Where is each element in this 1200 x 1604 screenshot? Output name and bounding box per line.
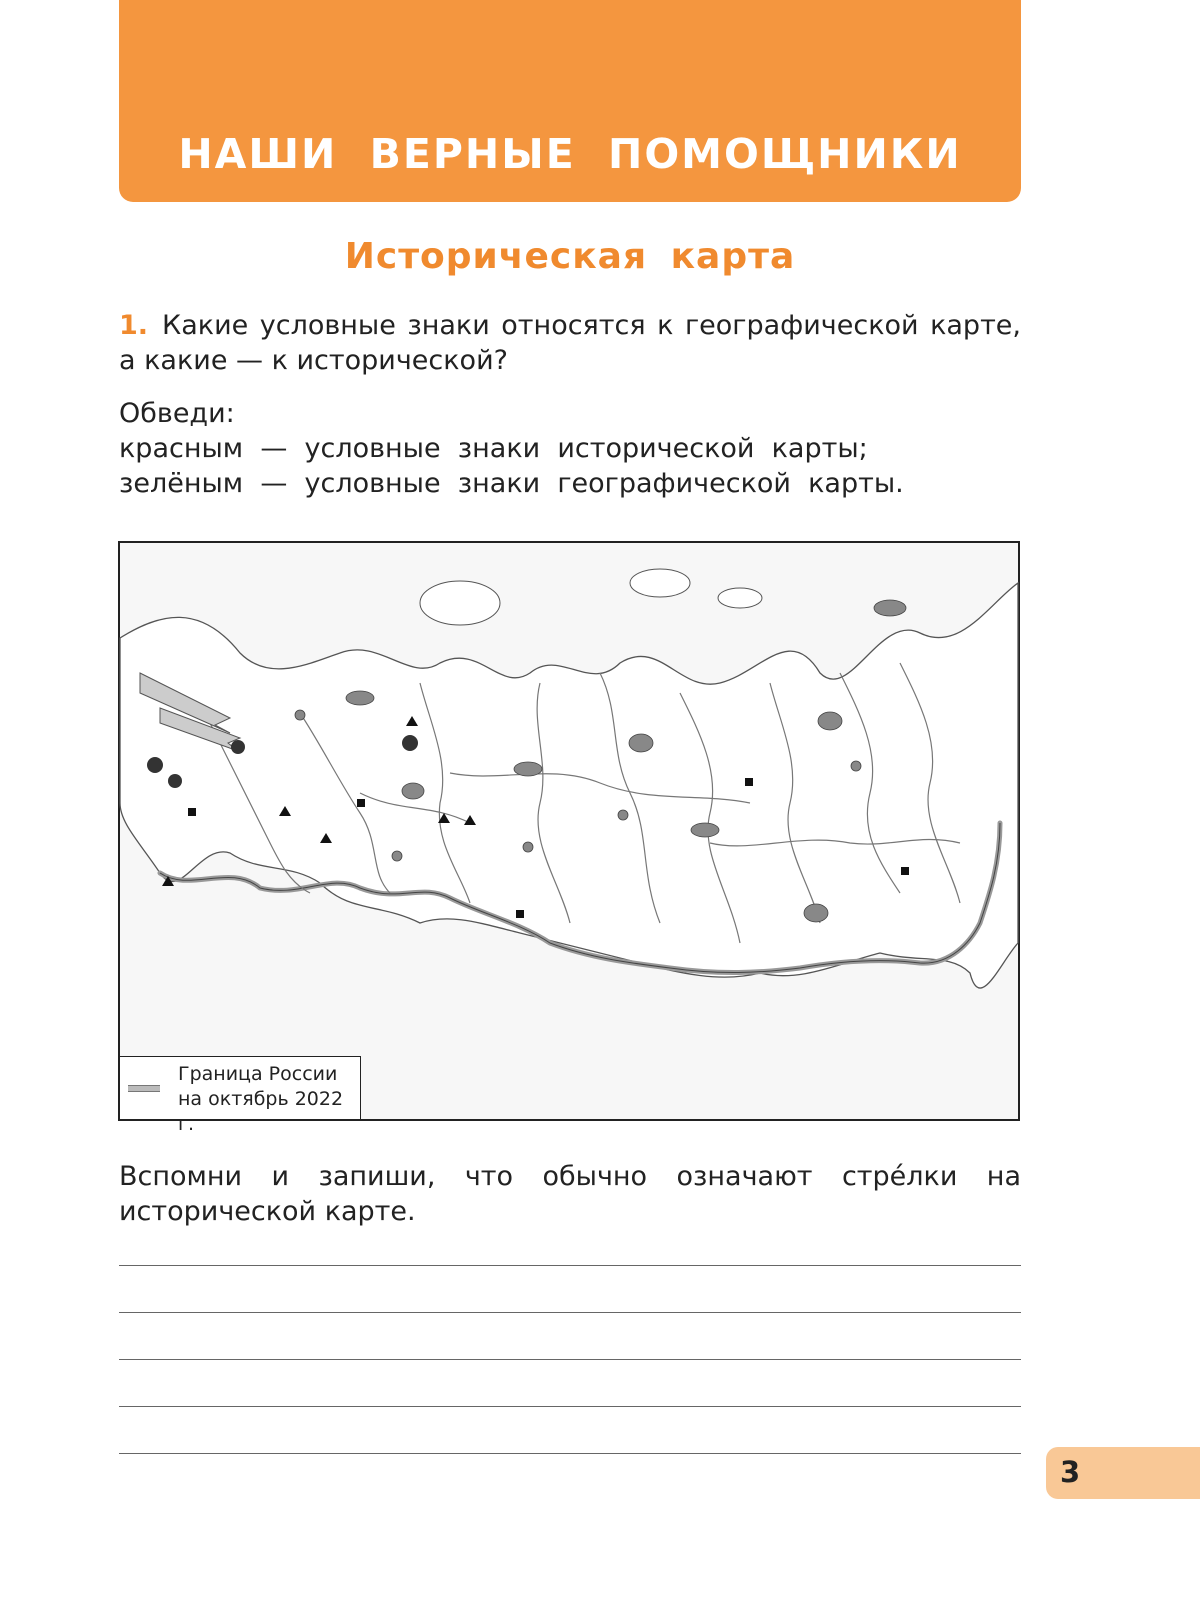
elk-icon xyxy=(402,783,424,799)
wolf-icon xyxy=(691,823,719,837)
page-number-tab xyxy=(1046,1447,1200,1499)
instructions-green: зелёным — условные знаки географической карты. xyxy=(119,468,904,499)
answer-line[interactable] xyxy=(119,1453,1021,1454)
instructions-red: красным — условные знаки исторической карты; xyxy=(119,433,868,464)
legend-line-2: на октябрь 2022 г. xyxy=(178,1088,344,1135)
answer-line[interactable] xyxy=(119,1359,1021,1360)
squirrel-icon xyxy=(851,761,861,771)
russia-map xyxy=(118,541,1020,1135)
map-legend xyxy=(120,1056,361,1135)
map-drawing xyxy=(120,543,1018,1119)
answer-line[interactable] xyxy=(119,1312,1021,1313)
section-title: Историческая карта xyxy=(344,236,796,277)
squirrel-icon xyxy=(295,710,305,720)
instructions-lead: Обведи: xyxy=(119,398,235,429)
task-question xyxy=(119,308,1021,378)
squirrel-icon xyxy=(618,810,628,820)
elk-icon xyxy=(804,904,828,922)
legend-line-1: Граница России xyxy=(178,1063,338,1085)
task-text: Какие условные знаки относятся к географической карте, а какие — к исторической? xyxy=(119,310,1021,376)
squirrel-icon xyxy=(523,842,533,852)
squirrel-icon xyxy=(392,851,402,861)
chapter-title: НАШИ ВЕРНЫЕ ПОМОЩНИКИ xyxy=(178,130,962,178)
question-arrows: Вспомни и запиши, что обычно означают стре́лки на исторической карте. xyxy=(119,1161,1021,1227)
bear-icon xyxy=(874,600,906,616)
answer-line[interactable] xyxy=(119,1265,1021,1266)
instructions xyxy=(119,396,1021,501)
border-legend-swatch xyxy=(128,1085,160,1092)
chapter-banner xyxy=(119,0,1021,202)
elk-icon xyxy=(818,712,842,730)
task-number: 1. xyxy=(119,310,149,341)
bear-icon xyxy=(346,691,374,705)
answer-line[interactable] xyxy=(119,1406,1021,1407)
elk-icon xyxy=(629,734,653,752)
wolf-icon xyxy=(514,762,542,776)
page-number: 3 xyxy=(1060,1455,1081,1489)
